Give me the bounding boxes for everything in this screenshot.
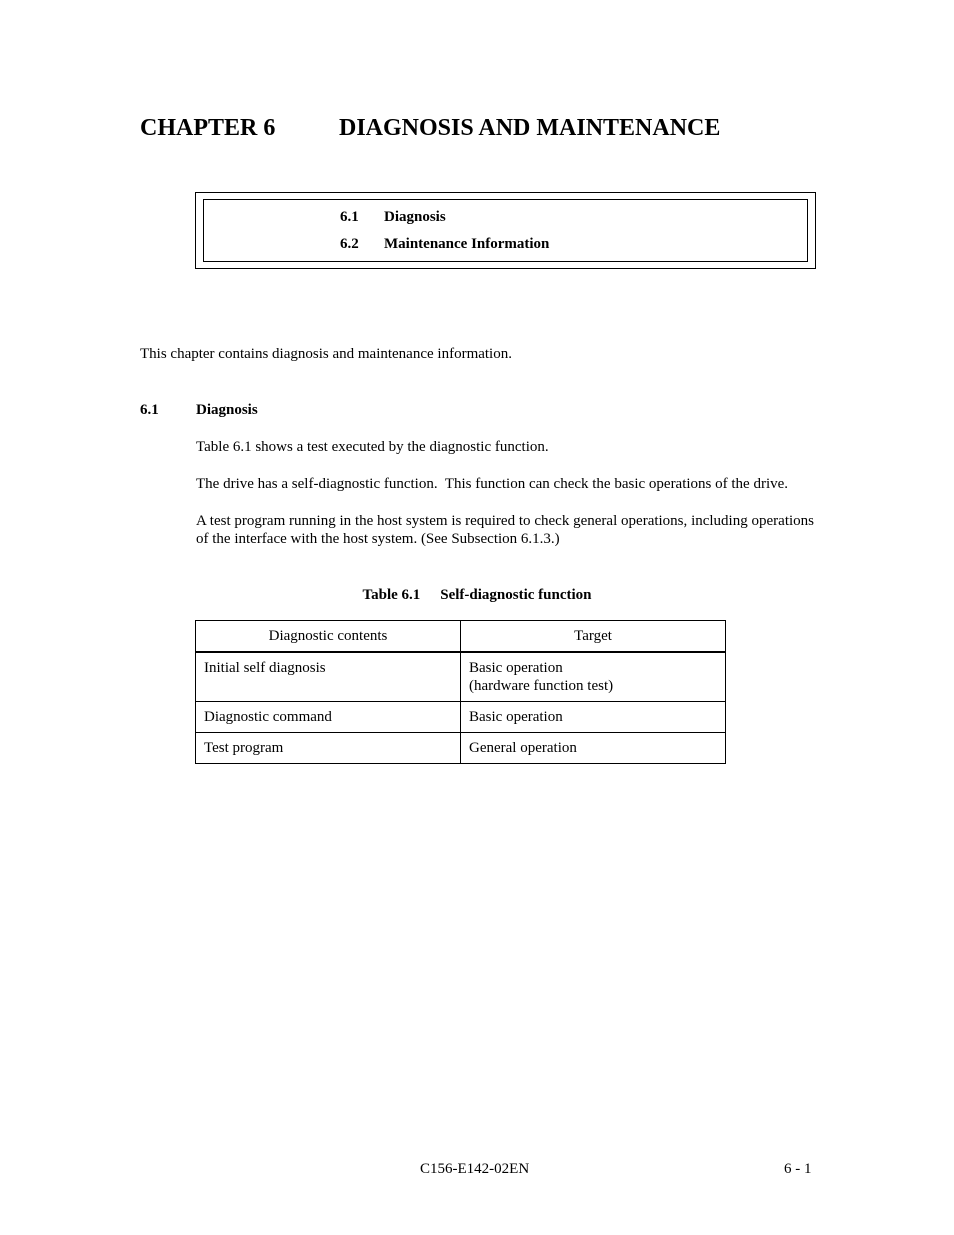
table-caption-number: Table 6.1 — [362, 587, 421, 603]
cell-target-line: Basic operation — [469, 709, 563, 725]
cell-contents: Initial self diagnosis — [196, 652, 461, 702]
table-caption-title: Self-diagnostic function — [440, 587, 592, 603]
paragraph-3: A test program running in the host system is required to check general operations, including operations of the interface with the host system. (See Subsection 6.1.3.) — [196, 513, 814, 547]
table-header-row — [196, 621, 726, 653]
section-number: 6.1 — [140, 402, 159, 418]
paragraph-2: The drive has a self-diagnostic function. This function can check the basic operations of the drive. — [196, 476, 789, 492]
section-title: Diagnosis — [196, 402, 258, 418]
cell-target — [461, 652, 726, 702]
table-row — [196, 702, 726, 733]
chapter-contents-box — [195, 192, 816, 269]
self-diagnostic-table — [195, 620, 726, 764]
section-heading — [140, 401, 258, 419]
toc-item-number: 6.2 — [340, 236, 359, 252]
column-header-target: Target — [461, 621, 726, 653]
cell-contents: Test program — [196, 733, 461, 764]
paragraph-1: Table 6.1 shows a test executed by the diagnostic function. — [196, 439, 549, 455]
intro-text: This chapter contains diagnosis and maintenance information. — [140, 346, 512, 362]
toc-item-6-1[interactable] — [340, 208, 446, 226]
chapter-title — [140, 113, 720, 143]
footer-page-number: 6 - 1 — [784, 1161, 812, 1177]
cell-target-line: (hardware function test) — [469, 678, 614, 694]
cell-target-line: Basic operation — [469, 660, 563, 676]
column-header-contents: Diagnostic contents — [196, 621, 461, 653]
chapter-name: DIAGNOSIS AND MAINTENANCE — [339, 115, 721, 141]
table-row — [196, 652, 726, 702]
chapter-contents-inner-box — [203, 199, 808, 262]
cell-target-line: General operation — [469, 740, 577, 756]
table-caption — [196, 586, 758, 604]
toc-item-title: Diagnosis — [384, 209, 446, 225]
table-row — [196, 733, 726, 764]
footer-document-id: C156-E142-02EN — [420, 1161, 530, 1177]
cell-contents: Diagnostic command — [196, 702, 461, 733]
cell-target — [461, 733, 726, 764]
toc-item-6-2[interactable] — [340, 235, 549, 253]
toc-item-number: 6.1 — [340, 209, 359, 225]
toc-item-title: Maintenance Information — [384, 236, 550, 252]
chapter-number: CHAPTER 6 — [140, 115, 276, 141]
cell-target — [461, 702, 726, 733]
